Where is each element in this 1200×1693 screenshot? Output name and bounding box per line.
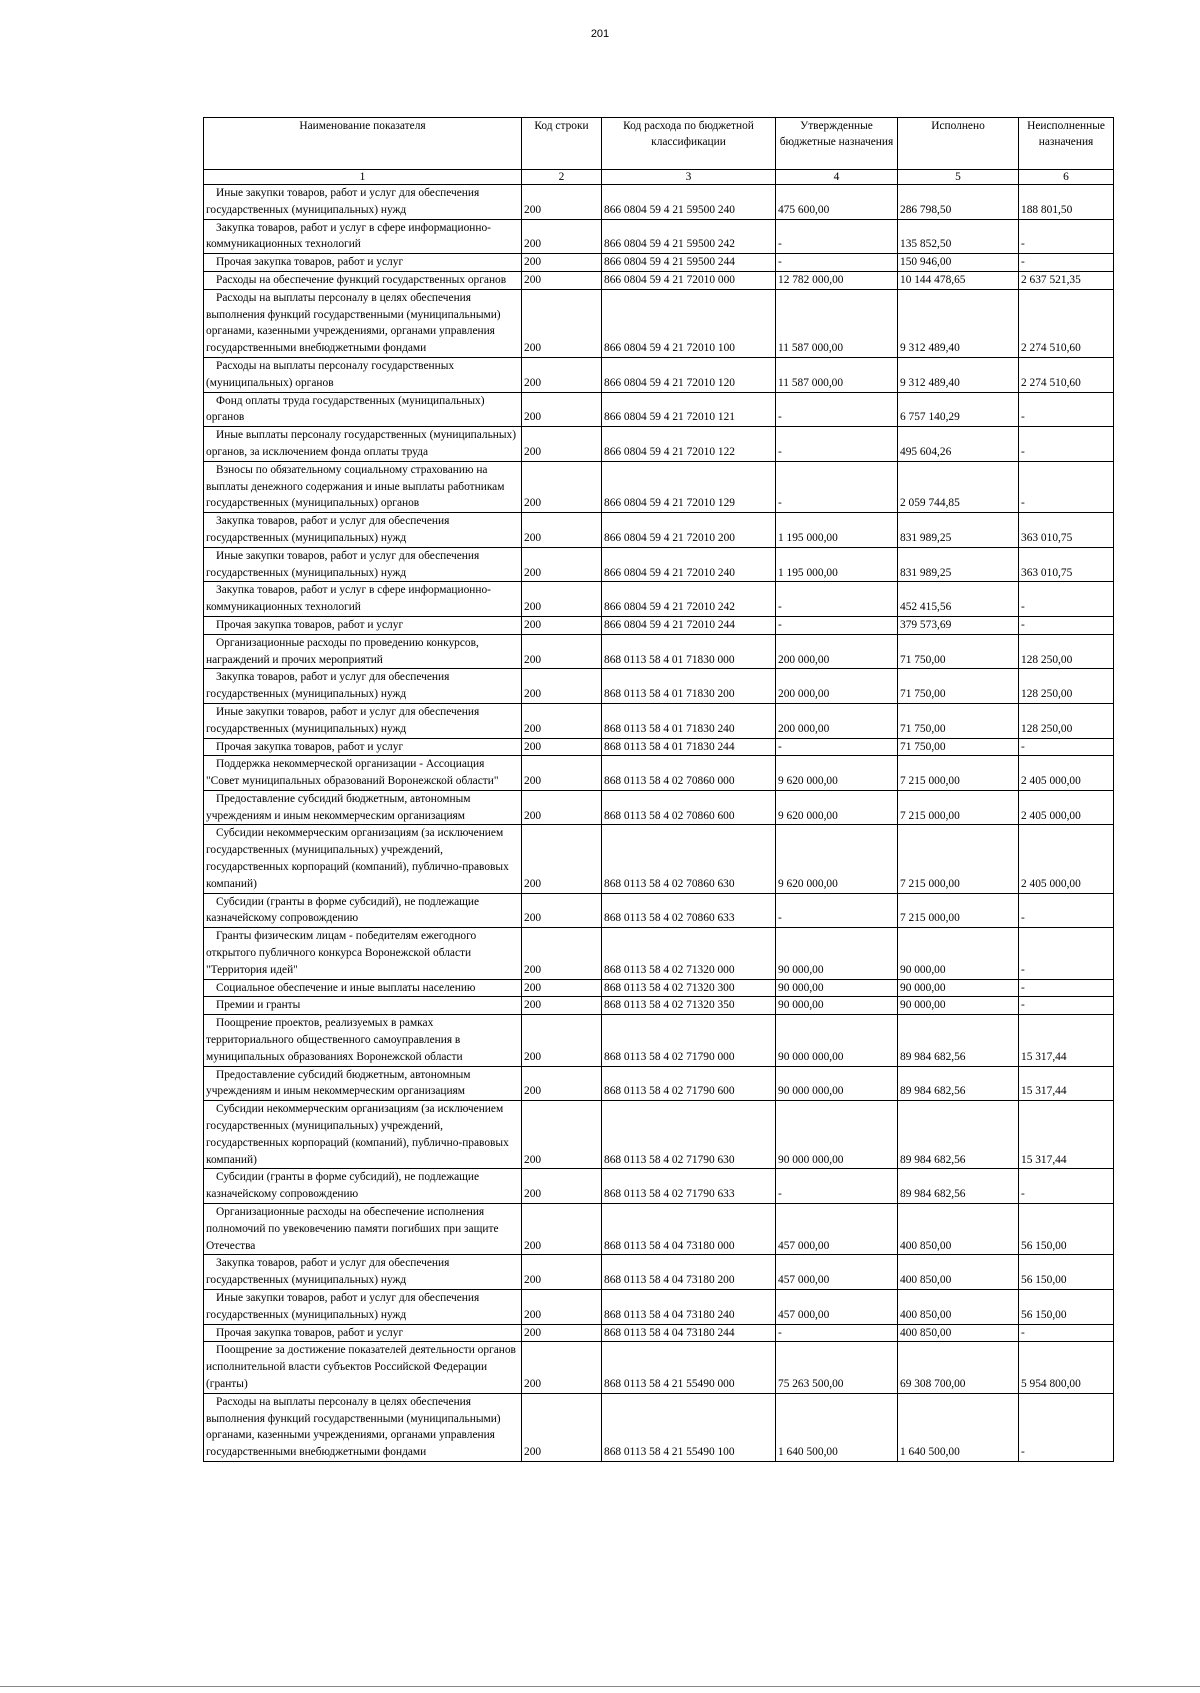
- cell-executed: 7 215 000,00: [898, 893, 1019, 928]
- cell-line-code: 200: [522, 1204, 602, 1255]
- cell-expense-code: 866 0804 59 4 21 72010 244: [602, 616, 776, 634]
- column-number: 4: [776, 170, 898, 185]
- table-row: [204, 461, 1114, 512]
- cell-expense-code: 868 0113 58 4 02 70860 633: [602, 893, 776, 928]
- cell-indicator-name: [204, 738, 522, 756]
- table-body: [204, 185, 1114, 1462]
- cell-unexecuted: 2 405 000,00: [1019, 790, 1114, 825]
- cell-executed: 71 750,00: [898, 669, 1019, 704]
- cell-executed: 89 984 682,56: [898, 1101, 1019, 1169]
- table-row: [204, 1393, 1114, 1461]
- cell-expense-code: 866 0804 59 4 21 72010 121: [602, 392, 776, 427]
- cell-executed: 89 984 682,56: [898, 1015, 1019, 1066]
- indicator-name-text: Закупка товаров, работ и услуг для обеспечения государственных (муниципальных) нужд: [206, 671, 450, 701]
- table-row: [204, 703, 1114, 738]
- table-row: [204, 669, 1114, 704]
- cell-unexecuted: -: [1019, 219, 1114, 254]
- table-row: [204, 1066, 1114, 1101]
- cell-executed: 9 312 489,40: [898, 357, 1019, 392]
- table-row: [204, 979, 1114, 997]
- indicator-name-text: Организационные расходы по проведению конкурсов, награждений и прочих мероприятий: [206, 636, 479, 666]
- cell-line-code: 200: [522, 1015, 602, 1066]
- table-row: [204, 1342, 1114, 1393]
- cell-expense-code: 868 0113 58 4 04 73180 244: [602, 1324, 776, 1342]
- cell-line-code: 200: [522, 427, 602, 462]
- table-row: [204, 893, 1114, 928]
- cell-indicator-name: [204, 669, 522, 704]
- cell-executed: 71 750,00: [898, 703, 1019, 738]
- table-row: [204, 427, 1114, 462]
- table-row: [204, 1290, 1114, 1325]
- cell-unexecuted: 56 150,00: [1019, 1204, 1114, 1255]
- indicator-name-text: Закупка товаров, работ и услуг в сфере информационно-коммуникационных технологий: [206, 584, 491, 614]
- cell-unexecuted: -: [1019, 427, 1114, 462]
- cell-unexecuted: 363 010,75: [1019, 513, 1114, 548]
- table-row: [204, 1255, 1114, 1290]
- cell-approved: 1 195 000,00: [776, 547, 898, 582]
- cell-executed: 400 850,00: [898, 1204, 1019, 1255]
- cell-approved: 1 640 500,00: [776, 1393, 898, 1461]
- cell-executed: 6 757 140,29: [898, 392, 1019, 427]
- cell-approved: 475 600,00: [776, 185, 898, 220]
- cell-executed: 2 059 744,85: [898, 461, 1019, 512]
- cell-executed: 495 604,26: [898, 427, 1019, 462]
- cell-line-code: 200: [522, 756, 602, 791]
- cell-approved: 457 000,00: [776, 1255, 898, 1290]
- indicator-name-text: Социальное обеспечение и иные выплаты населению: [216, 981, 476, 994]
- cell-approved: 11 587 000,00: [776, 357, 898, 392]
- cell-line-code: 200: [522, 1101, 602, 1169]
- header-executed: Исполнено: [898, 118, 1019, 170]
- cell-indicator-name: [204, 1101, 522, 1169]
- cell-line-code: 200: [522, 513, 602, 548]
- cell-indicator-name: [204, 254, 522, 272]
- indicator-name-text: Иные выплаты персоналу государственных (муниципальных) органов, за исключением фонда оплаты труда: [206, 429, 517, 458]
- cell-approved: 90 000,00: [776, 928, 898, 979]
- column-number: 1: [204, 170, 522, 185]
- cell-approved: -: [776, 1169, 898, 1204]
- cell-approved: -: [776, 427, 898, 462]
- indicator-name-text: Прочая закупка товаров, работ и услуг: [216, 740, 404, 753]
- cell-approved: 200 000,00: [776, 669, 898, 704]
- cell-executed: 831 989,25: [898, 513, 1019, 548]
- page-bottom-rule: [0, 1686, 1200, 1687]
- table-row: [204, 271, 1114, 289]
- cell-approved: -: [776, 893, 898, 928]
- indicator-name-text: Иные закупки товаров, работ и услуг для обеспечения государственных (муниципальных) нужд: [206, 187, 480, 216]
- cell-indicator-name: [204, 1290, 522, 1325]
- cell-unexecuted: -: [1019, 392, 1114, 427]
- cell-indicator-name: [204, 756, 522, 791]
- cell-expense-code: 866 0804 59 4 21 72010 120: [602, 357, 776, 392]
- indicator-name-text: Прочая закупка товаров, работ и услуг: [216, 618, 404, 631]
- cell-line-code: 200: [522, 1255, 602, 1290]
- cell-expense-code: 868 0113 58 4 21 55490 000: [602, 1342, 776, 1393]
- table-row: [204, 392, 1114, 427]
- cell-indicator-name: [204, 1393, 522, 1461]
- indicator-name-text: Субсидии некоммерческим организациям (за исключением государственных (муниципальных) учреждений, государственных корпораций (компаний), публично-правовых компаний): [206, 1103, 509, 1166]
- cell-indicator-name: [204, 461, 522, 512]
- cell-unexecuted: -: [1019, 1324, 1114, 1342]
- cell-line-code: 200: [522, 392, 602, 427]
- indicator-name-text: Субсидии (гранты в форме субсидий), не подлежащие казначейскому сопровождению: [206, 1171, 480, 1201]
- cell-executed: 7 215 000,00: [898, 756, 1019, 791]
- indicator-name-text: Закупка товаров, работ и услуг для обеспечения государственных (муниципальных) нужд: [206, 515, 450, 544]
- cell-indicator-name: [204, 513, 522, 548]
- cell-indicator-name: [204, 1169, 522, 1204]
- indicator-name-text: Предоставление субсидий бюджетным, автономным учреждениям и иным некоммерческим организациям: [206, 1068, 471, 1098]
- cell-line-code: 200: [522, 616, 602, 634]
- cell-approved: 457 000,00: [776, 1204, 898, 1255]
- cell-indicator-name: [204, 1324, 522, 1342]
- cell-expense-code: 868 0113 58 4 01 71830 240: [602, 703, 776, 738]
- cell-unexecuted: -: [1019, 1169, 1114, 1204]
- cell-line-code: 200: [522, 703, 602, 738]
- table-row: [204, 1169, 1114, 1204]
- indicator-name-text: Организационные расходы на обеспечение исполнения полномочий по увековечению памяти погибших при защите Отечества: [206, 1206, 499, 1252]
- cell-line-code: 200: [522, 634, 602, 669]
- cell-unexecuted: 2 405 000,00: [1019, 825, 1114, 893]
- cell-expense-code: 868 0113 58 4 02 71320 350: [602, 997, 776, 1015]
- cell-indicator-name: [204, 582, 522, 617]
- cell-line-code: 200: [522, 1290, 602, 1325]
- indicator-name-text: Субсидии некоммерческим организациям (за исключением государственных (муниципальных) учреждений, государственных корпораций (компаний), публично-правовых компаний): [206, 827, 509, 890]
- cell-line-code: 200: [522, 979, 602, 997]
- table-row: [204, 616, 1114, 634]
- cell-approved: -: [776, 461, 898, 512]
- indicator-name-text: Предоставление субсидий бюджетным, автономным учреждениям и иным некоммерческим организациям: [206, 792, 471, 822]
- indicator-name-text: Поощрение проектов, реализуемых в рамках территориального общественного самоуправления в муниципальных образованиях Воронежской области: [206, 1017, 463, 1063]
- indicator-name-text: Прочая закупка товаров, работ и услуг: [216, 1326, 404, 1339]
- cell-indicator-name: [204, 427, 522, 462]
- cell-executed: 379 573,69: [898, 616, 1019, 634]
- cell-approved: -: [776, 582, 898, 617]
- header-approved: Утвержденные бюджетные назначения: [776, 118, 898, 170]
- table-row: [204, 254, 1114, 272]
- cell-expense-code: 868 0113 58 4 01 71830 244: [602, 738, 776, 756]
- cell-unexecuted: 2 637 521,35: [1019, 271, 1114, 289]
- cell-unexecuted: 363 010,75: [1019, 547, 1114, 582]
- cell-approved: 9 620 000,00: [776, 756, 898, 791]
- header-line-code: Код строки: [522, 118, 602, 170]
- cell-line-code: 200: [522, 669, 602, 704]
- cell-line-code: 200: [522, 928, 602, 979]
- cell-expense-code: 868 0113 58 4 02 70860 000: [602, 756, 776, 791]
- cell-line-code: 200: [522, 461, 602, 512]
- cell-line-code: 200: [522, 547, 602, 582]
- cell-unexecuted: 15 317,44: [1019, 1101, 1114, 1169]
- cell-expense-code: 866 0804 59 4 21 72010 000: [602, 271, 776, 289]
- indicator-name-text: Закупка товаров, работ и услуг в сфере информационно-коммуникационных технологий: [206, 221, 491, 251]
- cell-indicator-name: [204, 219, 522, 254]
- cell-executed: 1 640 500,00: [898, 1393, 1019, 1461]
- table-row: [204, 582, 1114, 617]
- cell-unexecuted: 15 317,44: [1019, 1066, 1114, 1101]
- indicator-name-text: Закупка товаров, работ и услуг для обеспечения государственных (муниципальных) нужд: [206, 1257, 450, 1287]
- cell-line-code: 200: [522, 1169, 602, 1204]
- cell-line-code: 200: [522, 1342, 602, 1393]
- cell-indicator-name: [204, 1015, 522, 1066]
- cell-line-code: 200: [522, 893, 602, 928]
- cell-expense-code: 868 0113 58 4 04 73180 200: [602, 1255, 776, 1290]
- table-row: [204, 634, 1114, 669]
- cell-indicator-name: [204, 893, 522, 928]
- cell-expense-code: 868 0113 58 4 04 73180 240: [602, 1290, 776, 1325]
- table-header-row: [204, 118, 1114, 170]
- cell-indicator-name: [204, 790, 522, 825]
- cell-indicator-name: [204, 979, 522, 997]
- cell-approved: 90 000 000,00: [776, 1015, 898, 1066]
- cell-unexecuted: 56 150,00: [1019, 1255, 1114, 1290]
- cell-approved: -: [776, 392, 898, 427]
- cell-approved: 9 620 000,00: [776, 825, 898, 893]
- indicator-name-text: Поощрение за достижение показателей деятельности органов исполнительной власти субъектов Российской Федерации (гранты): [206, 1344, 516, 1390]
- cell-executed: 90 000,00: [898, 928, 1019, 979]
- cell-executed: 71 750,00: [898, 634, 1019, 669]
- cell-executed: 831 989,25: [898, 547, 1019, 582]
- cell-indicator-name: [204, 616, 522, 634]
- indicator-name-text: Расходы на обеспечение функций государственных органов: [216, 273, 507, 286]
- indicator-name-text: Фонд оплаты труда государственных (муниципальных) органов: [206, 394, 485, 424]
- cell-expense-code: 866 0804 59 4 21 72010 240: [602, 547, 776, 582]
- cell-unexecuted: 128 250,00: [1019, 669, 1114, 704]
- cell-line-code: 200: [522, 254, 602, 272]
- cell-approved: 200 000,00: [776, 634, 898, 669]
- page-number: 201: [590, 28, 610, 40]
- cell-indicator-name: [204, 1255, 522, 1290]
- cell-line-code: 200: [522, 357, 602, 392]
- cell-unexecuted: 5 954 800,00: [1019, 1342, 1114, 1393]
- table-row: [204, 1015, 1114, 1066]
- column-number: 3: [602, 170, 776, 185]
- cell-line-code: 200: [522, 219, 602, 254]
- cell-unexecuted: 2 274 510,60: [1019, 289, 1114, 357]
- cell-executed: 7 215 000,00: [898, 825, 1019, 893]
- table-row: [204, 790, 1114, 825]
- cell-approved: 90 000,00: [776, 997, 898, 1015]
- cell-expense-code: 868 0113 58 4 02 71320 300: [602, 979, 776, 997]
- header-indicator-name: Наименование показателя: [204, 118, 522, 170]
- cell-unexecuted: -: [1019, 461, 1114, 512]
- column-number-row: [204, 170, 1114, 185]
- cell-indicator-name: [204, 547, 522, 582]
- cell-executed: 286 798,50: [898, 185, 1019, 220]
- cell-executed: 90 000,00: [898, 979, 1019, 997]
- indicator-name-text: Расходы на выплаты персоналу государственных (муниципальных) органов: [206, 359, 455, 389]
- cell-line-code: 200: [522, 289, 602, 357]
- indicator-name-text: Премии и гранты: [216, 999, 301, 1012]
- cell-line-code: 200: [522, 271, 602, 289]
- cell-executed: 7 215 000,00: [898, 790, 1019, 825]
- cell-indicator-name: [204, 703, 522, 738]
- table-row: [204, 357, 1114, 392]
- table-row: [204, 185, 1114, 220]
- cell-approved: 200 000,00: [776, 703, 898, 738]
- cell-line-code: 200: [522, 997, 602, 1015]
- cell-executed: 10 144 478,65: [898, 271, 1019, 289]
- cell-indicator-name: [204, 392, 522, 427]
- cell-approved: -: [776, 219, 898, 254]
- cell-expense-code: 868 0113 58 4 02 71790 000: [602, 1015, 776, 1066]
- cell-executed: 89 984 682,56: [898, 1066, 1019, 1101]
- indicator-name-text: Расходы на выплаты персоналу в целях обеспечения выполнения функций государственными (муниципальными) органами, казенными учреждениями, органами управления государственными внебюджетными фондами: [206, 291, 501, 355]
- cell-expense-code: 866 0804 59 4 21 72010 100: [602, 289, 776, 357]
- cell-approved: 12 782 000,00: [776, 271, 898, 289]
- cell-approved: 90 000 000,00: [776, 1101, 898, 1169]
- cell-line-code: 200: [522, 1393, 602, 1461]
- budget-execution-table: [203, 117, 1114, 1462]
- cell-approved: -: [776, 738, 898, 756]
- cell-approved: 90 000 000,00: [776, 1066, 898, 1101]
- table-row: [204, 289, 1114, 357]
- cell-unexecuted: -: [1019, 979, 1114, 997]
- header-expense-code: Код расхода по бюджетной классификации: [602, 118, 776, 170]
- cell-executed: 71 750,00: [898, 738, 1019, 756]
- cell-approved: 1 195 000,00: [776, 513, 898, 548]
- table-row: [204, 825, 1114, 893]
- cell-expense-code: 866 0804 59 4 21 59500 244: [602, 254, 776, 272]
- cell-line-code: 200: [522, 185, 602, 220]
- cell-line-code: 200: [522, 1324, 602, 1342]
- table-row: [204, 997, 1114, 1015]
- cell-executed: 9 312 489,40: [898, 289, 1019, 357]
- indicator-name-text: Поддержка некоммерческой организации - Ассоциация "Совет муниципальных образований Воронежской области": [206, 758, 499, 788]
- cell-line-code: 200: [522, 1066, 602, 1101]
- table-row: [204, 928, 1114, 979]
- cell-expense-code: 868 0113 58 4 01 71830 200: [602, 669, 776, 704]
- cell-unexecuted: -: [1019, 616, 1114, 634]
- table-row: [204, 547, 1114, 582]
- indicator-name-text: Взносы по обязательному социальному страхованию на выплаты денежного содержания и иные выплаты работникам государственных (муниципальных) органов: [206, 463, 505, 510]
- cell-unexecuted: -: [1019, 582, 1114, 617]
- cell-expense-code: 866 0804 59 4 21 59500 240: [602, 185, 776, 220]
- cell-executed: 89 984 682,56: [898, 1169, 1019, 1204]
- cell-expense-code: 868 0113 58 4 02 71790 600: [602, 1066, 776, 1101]
- column-number: 6: [1019, 170, 1114, 185]
- indicator-name-text: Иные закупки товаров, работ и услуг для обеспечения государственных (муниципальных) нужд: [206, 705, 480, 735]
- table-row: [204, 1324, 1114, 1342]
- column-number: 2: [522, 170, 602, 185]
- cell-executed: 400 850,00: [898, 1324, 1019, 1342]
- cell-expense-code: 868 0113 58 4 02 71790 633: [602, 1169, 776, 1204]
- cell-indicator-name: [204, 997, 522, 1015]
- table-row: [204, 219, 1114, 254]
- cell-expense-code: 868 0113 58 4 02 70860 600: [602, 790, 776, 825]
- cell-executed: 452 415,56: [898, 582, 1019, 617]
- cell-line-code: 200: [522, 825, 602, 893]
- cell-line-code: 200: [522, 738, 602, 756]
- table-row: [204, 738, 1114, 756]
- cell-indicator-name: [204, 634, 522, 669]
- cell-indicator-name: [204, 289, 522, 357]
- cell-unexecuted: 128 250,00: [1019, 703, 1114, 738]
- cell-expense-code: 866 0804 59 4 21 72010 242: [602, 582, 776, 617]
- cell-unexecuted: 2 405 000,00: [1019, 756, 1114, 791]
- cell-approved: 75 263 500,00: [776, 1342, 898, 1393]
- cell-approved: 11 587 000,00: [776, 289, 898, 357]
- cell-unexecuted: -: [1019, 738, 1114, 756]
- cell-expense-code: 866 0804 59 4 21 72010 122: [602, 427, 776, 462]
- cell-indicator-name: [204, 1204, 522, 1255]
- cell-indicator-name: [204, 271, 522, 289]
- cell-expense-code: 866 0804 59 4 21 72010 129: [602, 461, 776, 512]
- cell-unexecuted: -: [1019, 928, 1114, 979]
- cell-indicator-name: [204, 1342, 522, 1393]
- cell-approved: 9 620 000,00: [776, 790, 898, 825]
- cell-approved: -: [776, 254, 898, 272]
- table-row: [204, 1204, 1114, 1255]
- cell-expense-code: 868 0113 58 4 02 70860 630: [602, 825, 776, 893]
- cell-unexecuted: 56 150,00: [1019, 1290, 1114, 1325]
- cell-indicator-name: [204, 357, 522, 392]
- cell-approved: 90 000,00: [776, 979, 898, 997]
- cell-unexecuted: 128 250,00: [1019, 634, 1114, 669]
- cell-executed: 90 000,00: [898, 997, 1019, 1015]
- indicator-name-text: Расходы на выплаты персоналу в целях обеспечения выполнения функций государственными (муниципальными) органами, казенными учреждениями, органами управления государственными внебюджетными фондами: [206, 1395, 501, 1459]
- cell-executed: 69 308 700,00: [898, 1342, 1019, 1393]
- cell-unexecuted: 15 317,44: [1019, 1015, 1114, 1066]
- cell-expense-code: 868 0113 58 4 02 71320 000: [602, 928, 776, 979]
- cell-unexecuted: -: [1019, 893, 1114, 928]
- table-row: [204, 756, 1114, 791]
- cell-executed: 400 850,00: [898, 1290, 1019, 1325]
- cell-line-code: 200: [522, 790, 602, 825]
- cell-indicator-name: [204, 928, 522, 979]
- indicator-name-text: Иные закупки товаров, работ и услуг для обеспечения государственных (муниципальных) нужд: [206, 549, 480, 579]
- cell-executed: 150 946,00: [898, 254, 1019, 272]
- table-row: [204, 513, 1114, 548]
- cell-unexecuted: -: [1019, 997, 1114, 1015]
- indicator-name-text: Субсидии (гранты в форме субсидий), не подлежащие казначейскому сопровождению: [206, 895, 480, 925]
- cell-approved: 457 000,00: [776, 1290, 898, 1325]
- cell-expense-code: 866 0804 59 4 21 59500 242: [602, 219, 776, 254]
- header-unexecuted: Неисполненные назначения: [1019, 118, 1114, 170]
- table-row: [204, 1101, 1114, 1169]
- cell-executed: 135 852,50: [898, 219, 1019, 254]
- indicator-name-text: Иные закупки товаров, работ и услуг для обеспечения государственных (муниципальных) нужд: [206, 1292, 480, 1321]
- cell-unexecuted: -: [1019, 1393, 1114, 1461]
- indicator-name-text: Гранты физическим лицам - победителям ежегодного открытого публичного конкурса Воронежской области "Территория идей": [206, 930, 477, 976]
- cell-expense-code: 868 0113 58 4 01 71830 000: [602, 634, 776, 669]
- cell-unexecuted: -: [1019, 254, 1114, 272]
- cell-line-code: 200: [522, 582, 602, 617]
- cell-executed: 400 850,00: [898, 1255, 1019, 1290]
- cell-approved: -: [776, 616, 898, 634]
- column-number: 5: [898, 170, 1019, 185]
- cell-indicator-name: [204, 825, 522, 893]
- cell-approved: -: [776, 1324, 898, 1342]
- cell-indicator-name: [204, 1066, 522, 1101]
- cell-expense-code: 868 0113 58 4 02 71790 630: [602, 1101, 776, 1169]
- cell-expense-code: 868 0113 58 4 21 55490 100: [602, 1393, 776, 1461]
- cell-unexecuted: 188 801,50: [1019, 185, 1114, 220]
- cell-expense-code: 868 0113 58 4 04 73180 000: [602, 1204, 776, 1255]
- cell-unexecuted: 2 274 510,60: [1019, 357, 1114, 392]
- indicator-name-text: Прочая закупка товаров, работ и услуг: [216, 256, 404, 269]
- cell-indicator-name: [204, 185, 522, 220]
- cell-expense-code: 866 0804 59 4 21 72010 200: [602, 513, 776, 548]
